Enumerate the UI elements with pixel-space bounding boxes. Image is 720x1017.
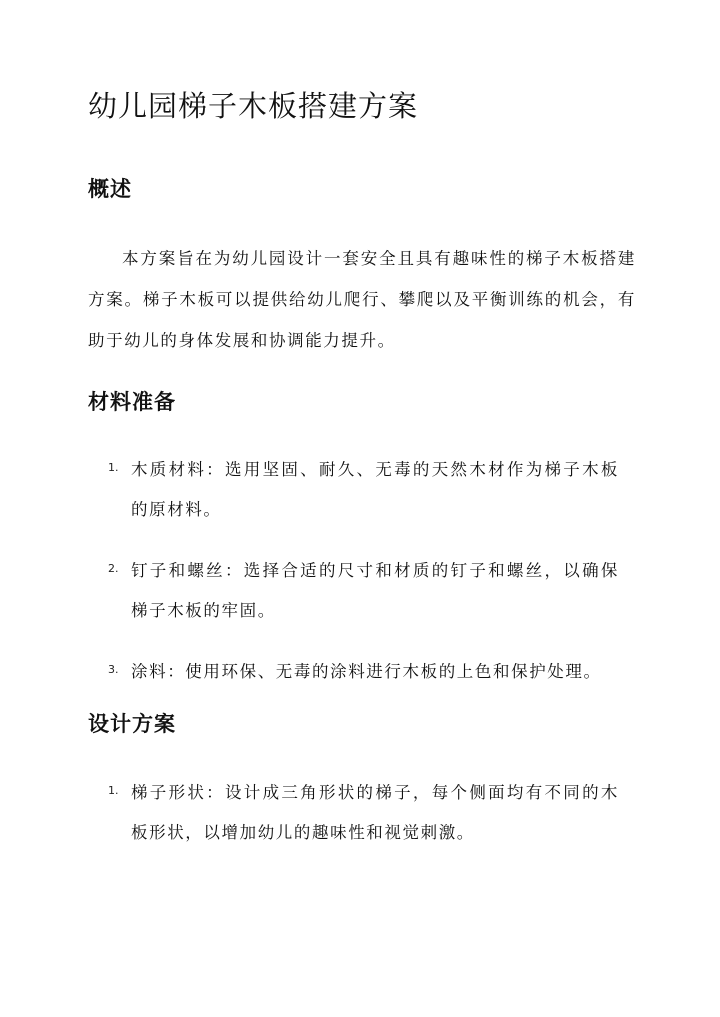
list-item	[0, 450, 720, 530]
section-heading-overview: 概述	[88, 177, 132, 201]
list-item-text: 涂料：使用环保、无毒的涂料进行木板的上色和保护处理。	[131, 662, 602, 681]
section-heading-materials: 材料准备	[88, 390, 176, 414]
list-item-number: 1.	[108, 461, 119, 474]
list-item-text: 梯子形状：设计成三角形状的梯子，每个侧面均有不同的木板形状，以增加幼儿的趣味性和视觉刺激。	[131, 783, 619, 842]
list-item	[0, 773, 720, 853]
page-title: 幼儿园梯子木板搭建方案	[88, 89, 419, 123]
list-item	[0, 551, 720, 631]
list-item-number: 3.	[108, 663, 119, 676]
list-item	[0, 652, 720, 692]
materials-list	[0, 450, 720, 713]
overview-paragraph: 本方案旨在为幼儿园设计一套安全且具有趣味性的梯子木板搭建方案。梯子木板可以提供给幼儿爬行、攀爬以及平衡训练的机会，有助于幼儿的身体发展和协调能力提升。	[88, 249, 636, 350]
design-list	[0, 773, 720, 874]
list-item-number: 2.	[108, 562, 119, 575]
list-item-text: 木质材料：选用坚固、耐久、无毒的天然木材作为梯子木板的原材料。	[131, 460, 619, 519]
section-heading-design: 设计方案	[88, 712, 176, 736]
list-item-number: 1.	[108, 784, 119, 797]
list-item-text: 钉子和螺丝：选择合适的尺寸和材质的钉子和螺丝，以确保梯子木板的牢固。	[131, 561, 619, 620]
